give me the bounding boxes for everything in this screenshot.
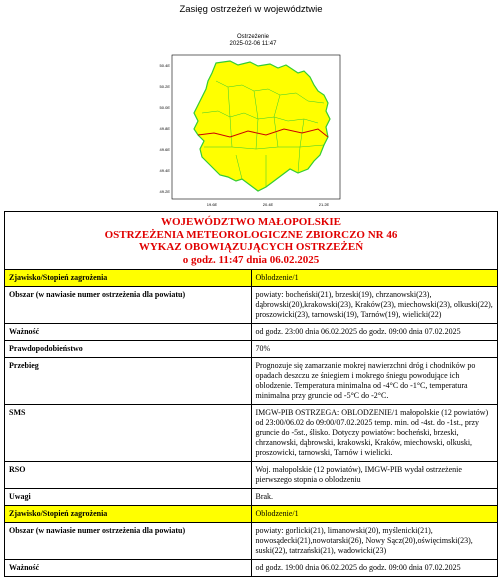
map-caption-label: Ostrzeżenie <box>236 34 269 40</box>
row-label: Obszar (w nawiasie numer ostrzeżenia dla powiatu) <box>5 523 252 560</box>
table-row <box>5 324 498 341</box>
page-title: Zasięg ostrzeżeń w województwie <box>179 4 323 15</box>
warnings-table <box>4 211 498 577</box>
lat-axis <box>160 63 171 194</box>
row-value: 70% <box>251 341 498 358</box>
lat-tick-label: 49.6E <box>159 147 170 152</box>
row-label: Zjawisko/Stopień zagrożenia <box>5 506 252 523</box>
row-value: Oblodzenie/1 <box>251 506 498 523</box>
table-row <box>5 358 498 405</box>
row-label: RSO <box>5 462 252 489</box>
table-row <box>5 405 498 462</box>
row-value: od godz. 19:00 dnia 06.02.2025 do godz. 09:00 dnia 07.02.2025 <box>251 560 498 577</box>
map-svg <box>158 51 348 211</box>
row-label: Uwagi <box>5 489 252 506</box>
warnings-header <box>5 212 498 270</box>
row-value: Brak. <box>251 489 498 506</box>
row-label: Zjawisko/Stopień zagrożenia <box>5 270 252 287</box>
row-value: Prognozuje się zamarzanie mokrej nawierzchni dróg i chodników po opadach deszczu ze śniegiem i mokrego śniegu powodujące ich oblodzenie. Temperatura minimalna od -4°C do -1°C, temperatura minimalna przy gruncie od -5°C do -2°C. <box>251 358 498 405</box>
row-value: Woj. małopolskie (12 powiatów), IMGW-PIB wydał ostrzeżenie pierwszego stopnia o oblodzeniu <box>251 462 498 489</box>
lat-tick-label: 49.4E <box>159 168 170 173</box>
map-caption <box>158 34 348 48</box>
lon-tick-label: 21.2E <box>318 202 330 207</box>
row-label: Ważność <box>5 324 252 341</box>
list-title: WYKAZ OBOWIĄZUJĄCYCH OSTRZEŻEŃ <box>138 241 364 253</box>
row-label: SMS <box>5 405 252 462</box>
table-row <box>5 341 498 358</box>
table-header-row <box>5 212 498 270</box>
table-row <box>5 506 498 523</box>
lat-tick-label: 49.2E <box>159 189 170 194</box>
lat-tick-label: 50.2E <box>159 84 170 89</box>
bulletin-number: OSTRZEŻENIA METEOROLOGICZNE ZBIORCZO NR 46 <box>104 228 398 241</box>
lat-tick-label: 50.4E <box>159 63 170 68</box>
row-value: IMGW-PIB OSTRZEGA: OBLODZENIE/1 małopolskie (12 powiatów) od 23:00/06.02 do 09:00/07.02.2025 temp. min. od -4st. do -1st., przy gruncie do -5st., ślisko. Dotyczy powiatów: bocheński, brzeski, chrzanowski, dąbrowski, krakowski, Kraków, miechowski, olkuski, proszowicki, tarnowski, Tarnów i wielicki. <box>251 405 498 462</box>
row-label: Obszar (w nawiasie numer ostrzeżenia dla powiatu) <box>5 287 252 324</box>
row-value: Oblodzenie/1 <box>251 270 498 287</box>
table-row <box>5 560 498 577</box>
table-row <box>5 462 498 489</box>
lat-tick-label: 49.8E <box>159 126 170 131</box>
row-label: Ważność <box>5 560 252 577</box>
voivodeship-title: WOJEWÓDZTWO MAŁOPOLSKIE <box>161 216 341 228</box>
map-caption-date: 2025-02-06 11:47 <box>229 41 277 47</box>
lon-axis <box>207 202 330 207</box>
table-row <box>5 270 498 287</box>
warning-map <box>158 34 348 212</box>
lon-tick-label: 20.4E <box>262 202 274 207</box>
row-value: powiaty: bocheński(21), brzeski(19), chrzanowski(23), dąbrowski(20),krakowski(23), Kraków(23), miechowski(23), olkuski(22), proszowicki(23), tarnowski(19), Tarnów(19), wielicki(22) <box>251 287 498 324</box>
row-label: Prawdopodobieństwo <box>5 341 252 358</box>
row-value: powiaty: gorlicki(21), limanowski(20), myślenicki(21), nowosądecki(21),nowotarski(26), Nowy Sącz(20),oświęcimski(23), suski(22), tatrzański(21), wadowicki(23) <box>251 523 498 560</box>
row-label: Przebieg <box>5 358 252 405</box>
table-row <box>5 489 498 506</box>
lon-tick-label: 19.6E <box>206 202 218 207</box>
warnings-rows <box>5 270 498 577</box>
row-value: od godz. 23:00 dnia 06.02.2025 do godz. 09:00 dnia 07.02.2025 <box>251 324 498 341</box>
table-row <box>5 523 498 560</box>
issue-time: o godz. 11:47 dnia 06.02.2025 <box>182 253 320 266</box>
table-row <box>5 287 498 324</box>
lat-tick-label: 50.0E <box>159 105 170 110</box>
